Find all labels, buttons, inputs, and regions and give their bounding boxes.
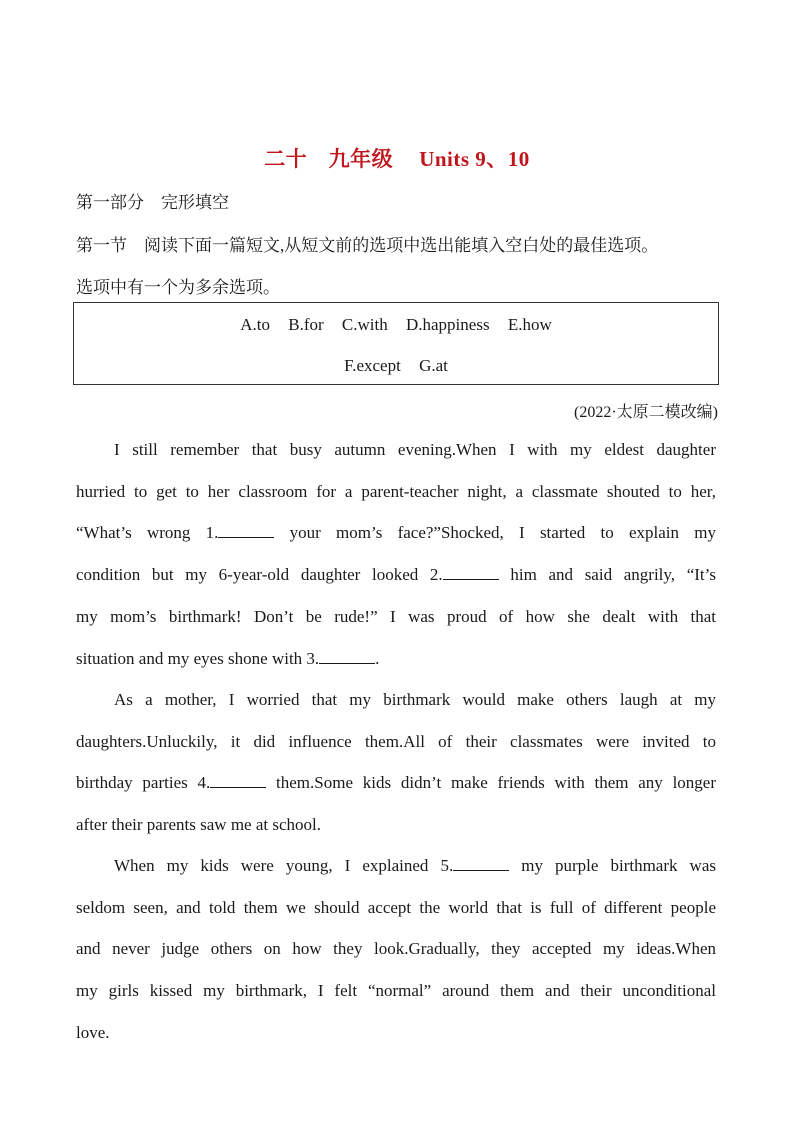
source-note: (2022·太原二模改编)	[574, 404, 718, 421]
text-line: seldom seen, and told them we should accept the world that is full of different people	[76, 897, 716, 917]
text-line: condition but my 6-year-old daughter looked 2. him and said angrily, “It’s	[76, 565, 716, 585]
option-f: F.except	[344, 356, 401, 375]
text-line: my girls kissed my birthmark, I felt “normal” around them and their unconditional	[76, 981, 716, 1001]
part-heading: 第一部分 完形填空	[76, 193, 229, 212]
text-line: love.	[76, 1022, 110, 1042]
option-d: D.happiness	[405, 315, 490, 334]
paragraph-1	[76, 429, 716, 679]
text-line: hurried to get to her classroom for a parent-teacher night, a classmate shouted to her,	[76, 481, 716, 501]
text-line: birthday parties 4. them.Some kids didn’t make friends with them any longer	[76, 773, 716, 793]
text-line: “What’s wrong 1. your mom’s face?”Shocked, I started to explain my	[76, 523, 716, 543]
text-line: daughters.Unluckily, it did influence them.All of their classmates were invited to	[76, 731, 716, 751]
option-b: B.for	[288, 315, 324, 334]
option-a: A.to	[240, 315, 270, 334]
answer-blank[interactable]	[319, 649, 375, 664]
answer-blank[interactable]	[210, 773, 266, 788]
section-instruction-line2: 选项中有一个为多余选项。	[76, 278, 280, 297]
text-line: after their parents saw me at school.	[76, 815, 321, 835]
option-c: C.with	[341, 315, 388, 334]
text-line: my mom’s birthmark! Don’t be rude!” I was proud of how she dealt with that	[76, 606, 716, 626]
text-line: situation and my eyes shone with 3. .	[76, 648, 380, 668]
paragraph-3	[76, 845, 716, 1054]
text-line: I still remember that busy autumn evening.When I with my eldest daughter	[114, 440, 716, 459]
text-line: When my kids were young, I explained 5. my purple birthmark was	[114, 856, 716, 875]
options-box	[73, 302, 719, 385]
options-row	[74, 356, 718, 376]
answer-blank[interactable]	[443, 565, 499, 580]
title-chinese: 二十 九年级	[264, 147, 394, 171]
text-line: As a mother, I worried that my birthmark would make others laugh at my	[114, 690, 716, 709]
answer-blank[interactable]	[218, 523, 274, 538]
section-instruction-line1: 第一节 阅读下面一篇短文,从短文前的选项中选出能填入空白处的最佳选项。	[76, 236, 659, 255]
option-g: G.at	[419, 356, 448, 375]
paragraph-2	[76, 679, 716, 846]
option-e: E.how	[507, 315, 552, 334]
title-units: Units 9、10	[419, 147, 530, 171]
page-title	[0, 143, 794, 173]
options-row	[74, 315, 718, 335]
answer-blank[interactable]	[453, 856, 509, 871]
text-line: and never judge others on how they look.Gradually, they accepted my ideas.When	[76, 939, 716, 959]
